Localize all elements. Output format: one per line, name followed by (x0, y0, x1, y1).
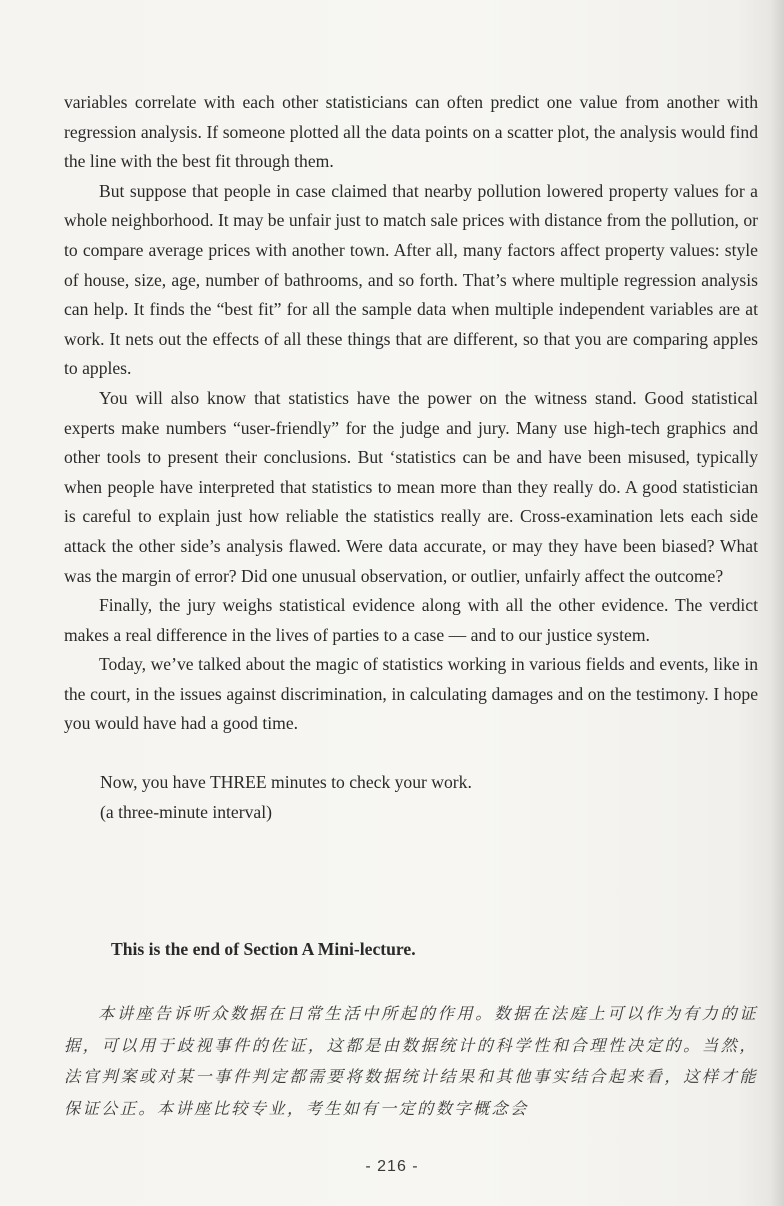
paragraph-summary: Today, we’ve talked about the magic of statistics working in various fields and events, like in the court, in the issues against discrimination, in calculating damages and on the testimony. I hope you would have had a good time. (64, 654, 758, 734)
page-number: - 216 - (365, 1158, 419, 1175)
paragraph-jury: Finally, the jury weighs statistical evidence along with all the other evidence. The verdict makes a real difference in the lives of parties to a case — and to our justice system. (64, 595, 758, 645)
page-edge-shadow (770, 0, 784, 1206)
paragraph-continued: variables correlate with each other statisticians can often predict one value from another with regression analysis. If someone plotted all the data points on a scatter plot, the analysis would find the line with the best fit through them. (64, 92, 758, 172)
check-work-instruction: Now, you have THREE minutes to check your work. (100, 772, 472, 793)
chinese-commentary: 本讲座告诉听众数据在日常生活中所起的作用。数据在法庭上可以作为有力的证据，可以用于歧视事件的佐证，这都是由数据统计的科学性和合理性决定的。当然，法官判案或对某一事件判定都需要将数据统计结果和其他事实结合起来看，这样才能保证公正。本讲座比较专业，考生如有一定的数字概念会 (64, 1004, 758, 1118)
paragraph-regression: But suppose that people in case claimed that nearby pollution lowered property values for a whole neighborhood. It may be unfair just to match sale prices with distance from the pollution, or to compare average prices with another town. After all, many factors affect property values: style of house, size, age, number of bathrooms, and so forth. That’s where multiple regression analysis can help. It finds the “best fit” for all the sample data when multiple independent variables are at work. It nets out the effects of all these things that are different, so that you are comparing apples to apples. (64, 180, 758, 379)
paragraph-witness-stand: You will also know that statistics have the power on the witness stand. Good statistical experts make numbers “user-friendly” for the judge and jury. Many use high-tech graphics and other tools to present their conclusions. But ‘statistics can be and have been misused, typically when people have interpreted that statistics to mean more than they really do. A good statistician is careful to explain just how reliable the statistics really are. Cross-examination lets each side attack the other side’s analysis flawed. Were data accurate, or may they have been biased? What was the margin of error? Did one unusual observation, or outlier, unfairly affect the outcome? (64, 387, 758, 586)
interval-note: (a three-minute interval) (100, 801, 272, 822)
lecture-transcript (64, 88, 758, 827)
section-end-heading: This is the end of Section A Mini-lecture. (111, 939, 416, 959)
spacer (64, 739, 758, 768)
